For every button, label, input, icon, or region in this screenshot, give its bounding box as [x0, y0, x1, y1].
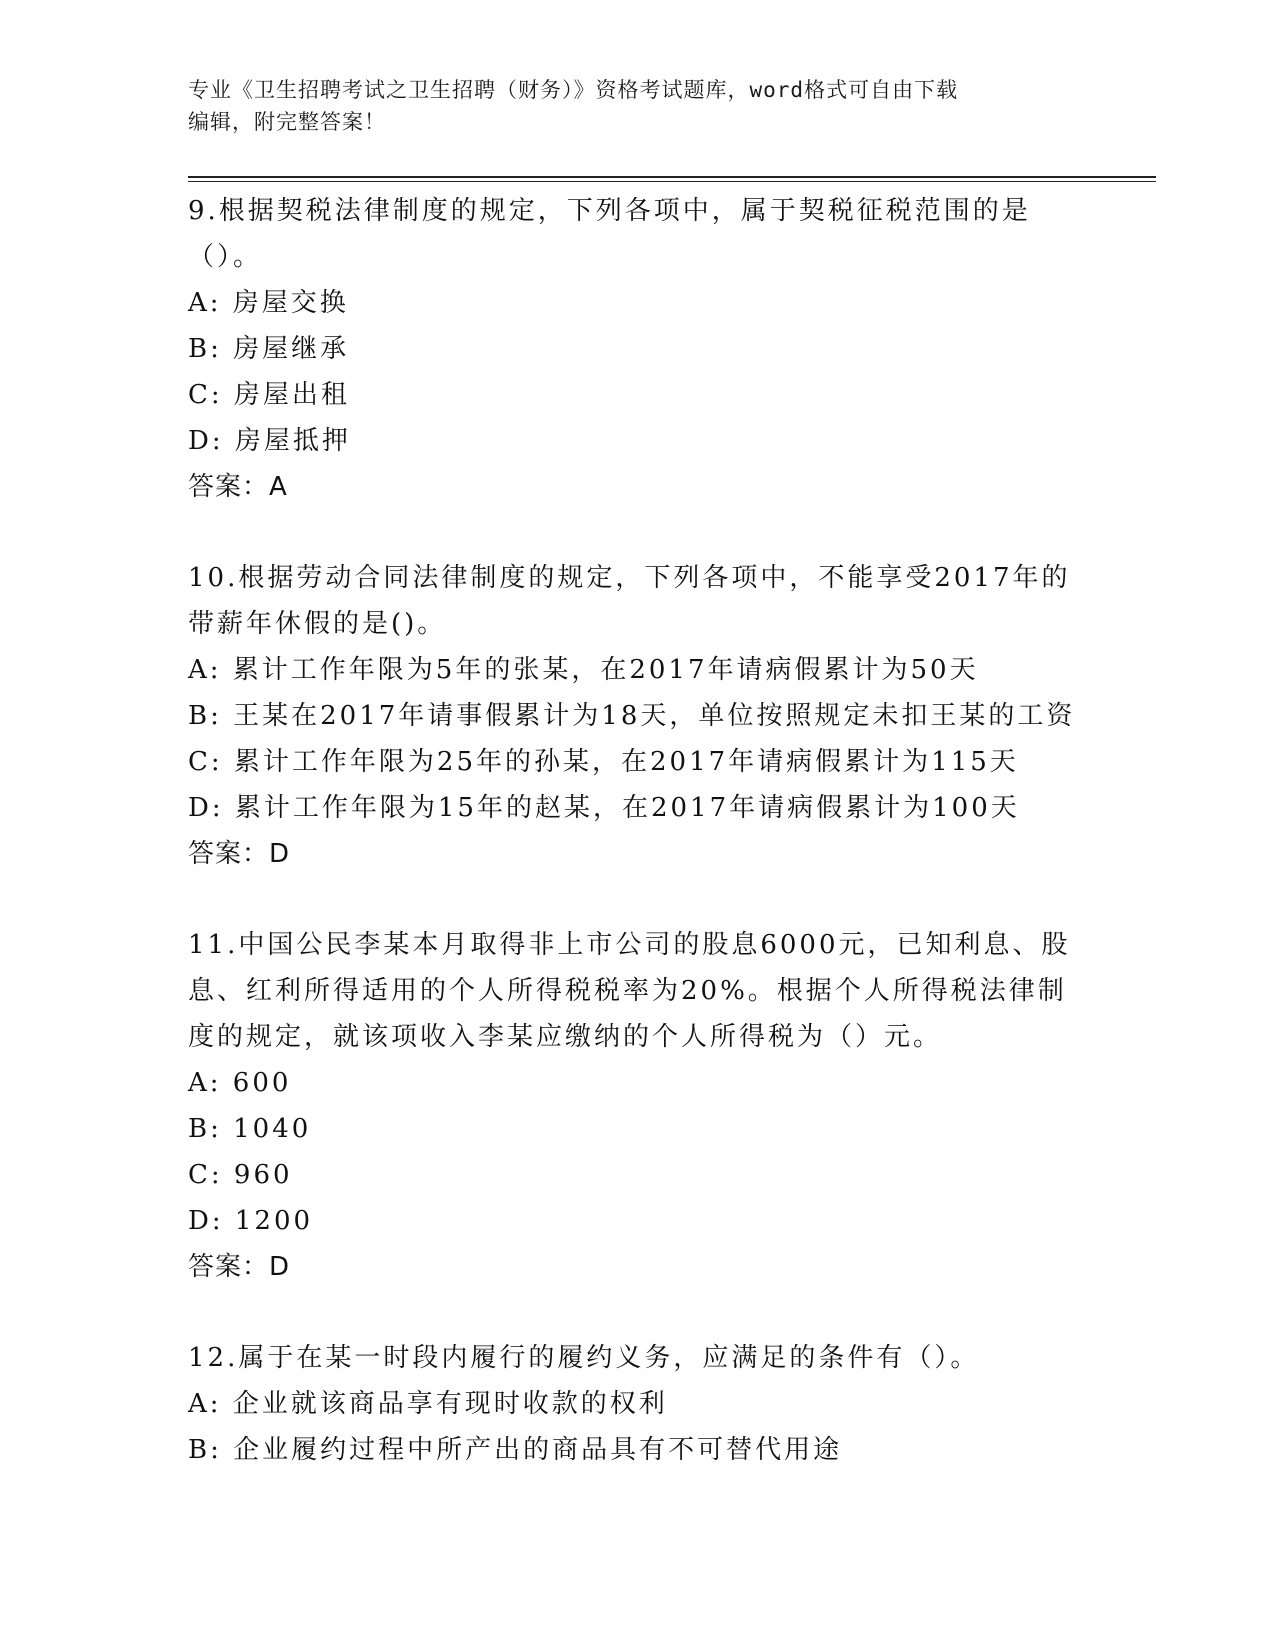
option-a: A: 房屋交换 [188, 288, 349, 318]
question-10 [188, 555, 1088, 877]
question-list [188, 188, 1088, 1473]
option-b: B: 房屋继承 [188, 334, 350, 364]
question-stem: 9.根据契税法律制度的规定，下列各项中，属于契税征税范围的是（）。 [188, 196, 1031, 272]
question-9 [188, 188, 1088, 510]
answer-line: 答案：D [188, 1252, 291, 1282]
question-stem: 11.中国公民李某本月取得非上市公司的股息6000元，已知利息、股息、红利所得适用的个人所得税税率为20%。根据个人所得税法律制度的规定，就该项收入李某应缴纳的个人所得税为（）元。 [188, 930, 1071, 1052]
option-b: B: 王某在2017年请事假累计为18天，单位按照规定未扣王某的工资 [188, 701, 1076, 731]
option-b: B: 1040 [188, 1114, 312, 1144]
question-stem: 10.根据劳动合同法律制度的规定，下列各项中，不能享受2017年的带薪年休假的是()。 [188, 563, 1071, 639]
spacer [188, 510, 1088, 555]
option-c: C: 960 [188, 1160, 293, 1190]
answer-line: 答案：D [188, 839, 291, 869]
option-a: A: 600 [188, 1068, 292, 1098]
spacer [188, 1290, 1088, 1335]
spacer [188, 877, 1088, 922]
option-d: D: 1200 [188, 1206, 314, 1236]
option-a: A: 累计工作年限为5年的张某，在2017年请病假累计为50天 [188, 655, 979, 685]
header-line-1: 专业《卫生招聘考试之卫生招聘（财务）》资格考试题库，word格式可自由下载 [188, 78, 959, 102]
header-line-2: 编辑，附完整答案！ [188, 110, 386, 134]
question-12 [188, 1335, 1088, 1473]
option-c: C: 累计工作年限为25年的孙某，在2017年请病假累计为115天 [188, 747, 1019, 777]
option-a: A: 企业就该商品享有现时收款的权利 [188, 1389, 668, 1419]
question-stem: 12.属于在某一时段内履行的履约义务，应满足的条件有（）。 [188, 1343, 980, 1373]
question-11 [188, 922, 1088, 1290]
option-c: C: 房屋出租 [188, 380, 350, 410]
option-d: D: 累计工作年限为15年的赵某，在2017年请病假累计为100天 [188, 793, 1020, 823]
option-b: B: 企业履约过程中所产出的商品具有不可替代用途 [188, 1435, 843, 1465]
header-divider-thin [188, 181, 1156, 182]
answer-line: 答案：A [188, 472, 288, 502]
header-divider-thick [188, 176, 1156, 178]
document-header [188, 74, 1088, 138]
option-d: D: 房屋抵押 [188, 426, 351, 456]
